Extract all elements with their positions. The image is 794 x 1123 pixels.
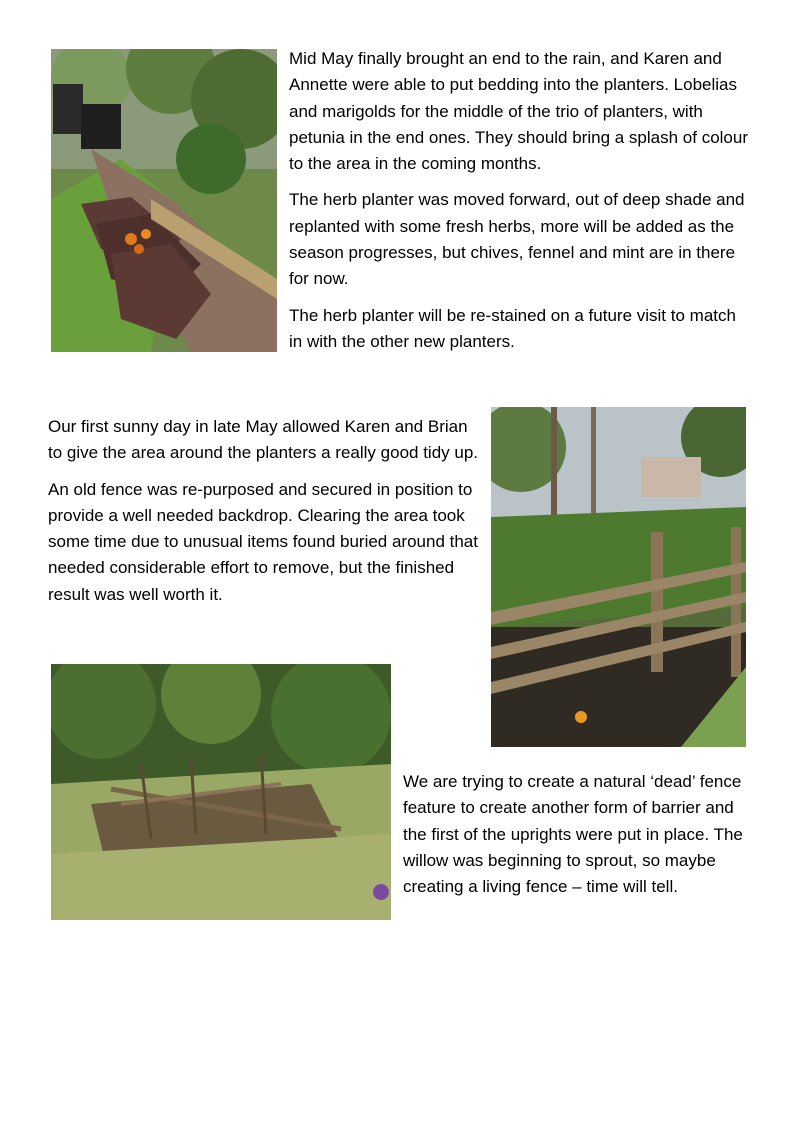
section-2-text [48,414,483,618]
dead-fence-photo [51,664,391,920]
paragraph: Mid May finally brought an end to the rain, and Karen and Annette were able to put bedding into the planters. Lobelias and marigolds for the middle of the trio of planters, with petunia in the end ones. They should bring a splash of colour to the area in the coming months. [289,49,748,174]
paragraph: The herb planter will be re-stained on a future visit to match in with the other new planters. [289,305,736,351]
paragraph: We are trying to create a natural ‘dead’ fence feature to create another form of barrier and the first of the uprights were put in place. The willow was beginning to sprout, so maybe creating a living fence – time will tell. [403,772,743,897]
paragraph: An old fence was re-purposed and secured in position to provide a well needed backdrop. Clearing the area took some time due to unusual items found buried around that needed considerable effort to remove, but the finished result was well worth it. [48,479,478,604]
paragraph: Our first sunny day in late May allowed Karen and Brian to give the area around the planters a really good tidy up. [48,417,479,463]
paragraph: The herb planter was moved forward, out of deep shade and replanted with some fresh herbs, more will be added as the season progresses, but chives, fennel and mint are in there for now. [289,190,745,289]
section-3-text [403,769,753,910]
section-1-text [289,46,751,365]
planters-photo [51,49,277,352]
fence-photo [491,407,746,747]
